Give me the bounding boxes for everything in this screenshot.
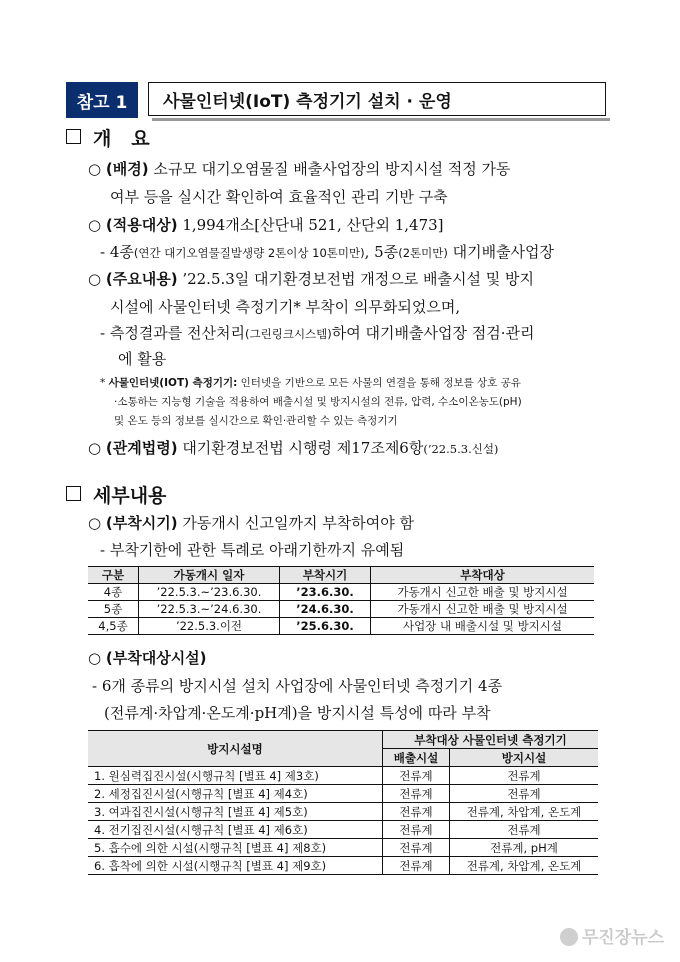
- t2-cell: 전류계, 차압계, 온도계: [450, 857, 599, 875]
- law-date: (’22.5.3.신설): [423, 442, 499, 456]
- footnote-text-2: ·소통하는 지능형 기술을 적용하여 배출시설 및 방지시설의 전류, 압력, 수소이온농도(pH): [114, 396, 522, 408]
- t2-cell: 전류계: [383, 821, 450, 839]
- facility-item: [88, 647, 207, 668]
- content-sub-1: [100, 322, 534, 343]
- background-item: [88, 158, 510, 179]
- content-sub1-a: - 측정결과를 전산처리: [100, 324, 246, 342]
- footnote-text-3: 및 온도 등의 정보를 실시간으로 확인·관리할 수 있는 측정기기: [114, 415, 398, 427]
- facility-text-1: - 6개 종류의 방지시설 설치 사업장에 사물인터넷 측정기기 4종: [92, 677, 503, 695]
- t2-cell: 5. 흡수에 의한 시설(시행규칙 [별표 4] 제8호): [88, 839, 383, 857]
- table-row: [88, 839, 598, 857]
- t1-cell: ’23.6.30.: [280, 584, 371, 601]
- target-sub-c: , 5종: [364, 243, 399, 261]
- t2-cell: 전류계: [450, 821, 599, 839]
- t1-cell: 가동개시 신고한 배출 및 방지시설: [371, 601, 595, 618]
- circle-bullet-icon: ○: [88, 439, 102, 457]
- t1-cell: 5종: [88, 601, 139, 618]
- square-bullet-icon: [66, 129, 81, 144]
- target-sub-b: (연간 대기오염물질발생량 2톤이상 10톤미만): [133, 246, 365, 260]
- facility-table: [88, 730, 598, 875]
- facility-label: (부착대상시설): [105, 649, 207, 667]
- t2-header-emit: 배출시설: [383, 749, 450, 767]
- target-sub-e: 대기배출사업장: [447, 243, 555, 261]
- law-item: [88, 437, 498, 458]
- t1-cell: 가동개시 신고한 배출 및 방지시설: [371, 584, 595, 601]
- timing-sub: - 부착기한에 관한 특례로 아래기한까지 유예됨: [100, 541, 405, 559]
- t1-cell: ’22.5.3.~’23.6.30.: [139, 584, 280, 601]
- t2-cell: 전류계: [383, 839, 450, 857]
- t2-cell: 전류계: [383, 767, 450, 785]
- t2-cell: 전류계, pH계: [450, 839, 599, 857]
- circle-bullet-icon: ○: [88, 270, 102, 288]
- footnote-term: 사물인터넷(IOT) 측정기기:: [108, 377, 238, 389]
- iot-footnote: [100, 375, 521, 390]
- t2-cell: 6. 흡착에 의한 시설(시행규칙 [별표 4] 제9호): [88, 857, 383, 875]
- overview-heading-text: 개 요: [93, 128, 150, 150]
- logo-icon: [560, 928, 578, 946]
- details-heading-text: 세부내용: [93, 485, 167, 507]
- target-sub-a: - 4종: [100, 243, 134, 261]
- t2-cell: 2. 세정집진시설(시행규칙 [별표 4] 제4호): [88, 785, 383, 803]
- t2-cell: 전류계: [383, 857, 450, 875]
- table-row: [88, 618, 594, 635]
- timing-item: [88, 512, 414, 533]
- table-row: [88, 785, 598, 803]
- t2-cell: 전류계: [450, 785, 599, 803]
- t1-header: 가동개시 일자: [139, 567, 280, 584]
- content-sub-2: 에 활용: [118, 350, 167, 368]
- circle-bullet-icon: ○: [88, 160, 102, 178]
- t2-cell: 전류계: [383, 785, 450, 803]
- timing-label: (부착시기): [105, 514, 178, 532]
- timing-table: [88, 566, 594, 635]
- circle-bullet-icon: ○: [88, 514, 102, 532]
- t2-header-prev: 방지시설: [450, 749, 599, 767]
- law-label: (관계법령): [105, 439, 178, 457]
- content-text-1: ’22.5.3일 대기환경보전법 개정으로 배출시설 및 방지: [177, 270, 534, 288]
- circle-bullet-icon: ○: [88, 649, 102, 667]
- t1-cell: 4종: [88, 584, 139, 601]
- content-label: (주요내용): [105, 270, 178, 288]
- table-row: [88, 767, 598, 785]
- target-sub-d: (2톤미만): [398, 246, 448, 260]
- t1-header: 부착시기: [280, 567, 371, 584]
- t2-cell: 전류계: [450, 767, 599, 785]
- table-row: [88, 601, 594, 618]
- reference-badge: 참고 1: [66, 82, 138, 118]
- t2-header-name: 방지시설명: [88, 731, 383, 767]
- table-row: [88, 584, 594, 601]
- t1-header: 구분: [88, 567, 139, 584]
- t1-cell: ’25.6.30.: [280, 618, 371, 635]
- target-item: [88, 214, 444, 235]
- circle-bullet-icon: ○: [88, 216, 102, 234]
- t2-cell: 전류계, 차압계, 온도계: [450, 803, 599, 821]
- table-row: [88, 803, 598, 821]
- t2-cell: 3. 여과집진시설(시행규칙 [별표 4] 제5호): [88, 803, 383, 821]
- content-text-2: 시설에 사물인터넷 측정기기* 부착이 의무화되었으며,: [110, 298, 461, 316]
- t1-cell: ’22.5.3.이전: [139, 618, 280, 635]
- content-sub1-b: (그린링크시스템): [245, 327, 332, 341]
- law-text: 대기환경보전법 시행령 제17조제6항: [177, 439, 424, 457]
- t1-cell: 사업장 내 배출시설 및 방지시설: [371, 618, 595, 635]
- footnote-mark: *: [100, 377, 106, 389]
- content-item: [88, 268, 534, 289]
- watermark-text: 무진장뉴스: [581, 928, 664, 948]
- t1-cell: ’24.6.30.: [280, 601, 371, 618]
- footnote-text-1: 인터넷을 기반으로 모든 사물의 연결을 통해 정보를 상호 공유: [237, 377, 521, 389]
- t2-cell: 4. 전기집진시설(시행규칙 [별표 4] 제6호): [88, 821, 383, 839]
- target-sub: [100, 241, 554, 262]
- timing-text: 가동개시 신고일까지 부착하여야 함: [177, 514, 414, 532]
- overview-heading: [66, 124, 150, 151]
- background-text-2: 여부 등을 실시간 확인하여 효율적인 관리 기반 구축: [110, 188, 448, 206]
- details-heading: [66, 481, 166, 508]
- t2-cell: 전류계: [383, 803, 450, 821]
- t2-cell: 1. 원심력집진시설(시행규칙 [별표 4] 제3호): [88, 767, 383, 785]
- page-title: 사물인터넷(IoT) 측정기기 설치 · 운영: [148, 82, 606, 116]
- target-label: (적용대상): [105, 216, 178, 234]
- table-row: [88, 857, 598, 875]
- square-bullet-icon: [66, 486, 81, 501]
- t2-header-group: 부착대상 사물인터넷 측정기기: [383, 731, 599, 749]
- facility-text-2: (전류계·차압계·온도계·pH계)을 방지시설 특성에 따라 부착: [104, 704, 491, 722]
- content-sub1-c: 하여 대기배출사업장 점검·관리: [331, 324, 535, 342]
- watermark: [560, 923, 664, 948]
- background-text-1: 소규모 대기오염물질 배출사업장의 방지시설 적정 가동: [148, 160, 511, 178]
- t1-cell: 4,5종: [88, 618, 139, 635]
- t1-cell: ’22.5.3.~’24.6.30.: [139, 601, 280, 618]
- background-label: (배경): [105, 160, 149, 178]
- t1-header: 부착대상: [371, 567, 595, 584]
- title-shadow: [152, 118, 610, 121]
- target-text: 1,994개소[산단내 521, 산단외 1,473]: [177, 216, 444, 234]
- table-row: [88, 821, 598, 839]
